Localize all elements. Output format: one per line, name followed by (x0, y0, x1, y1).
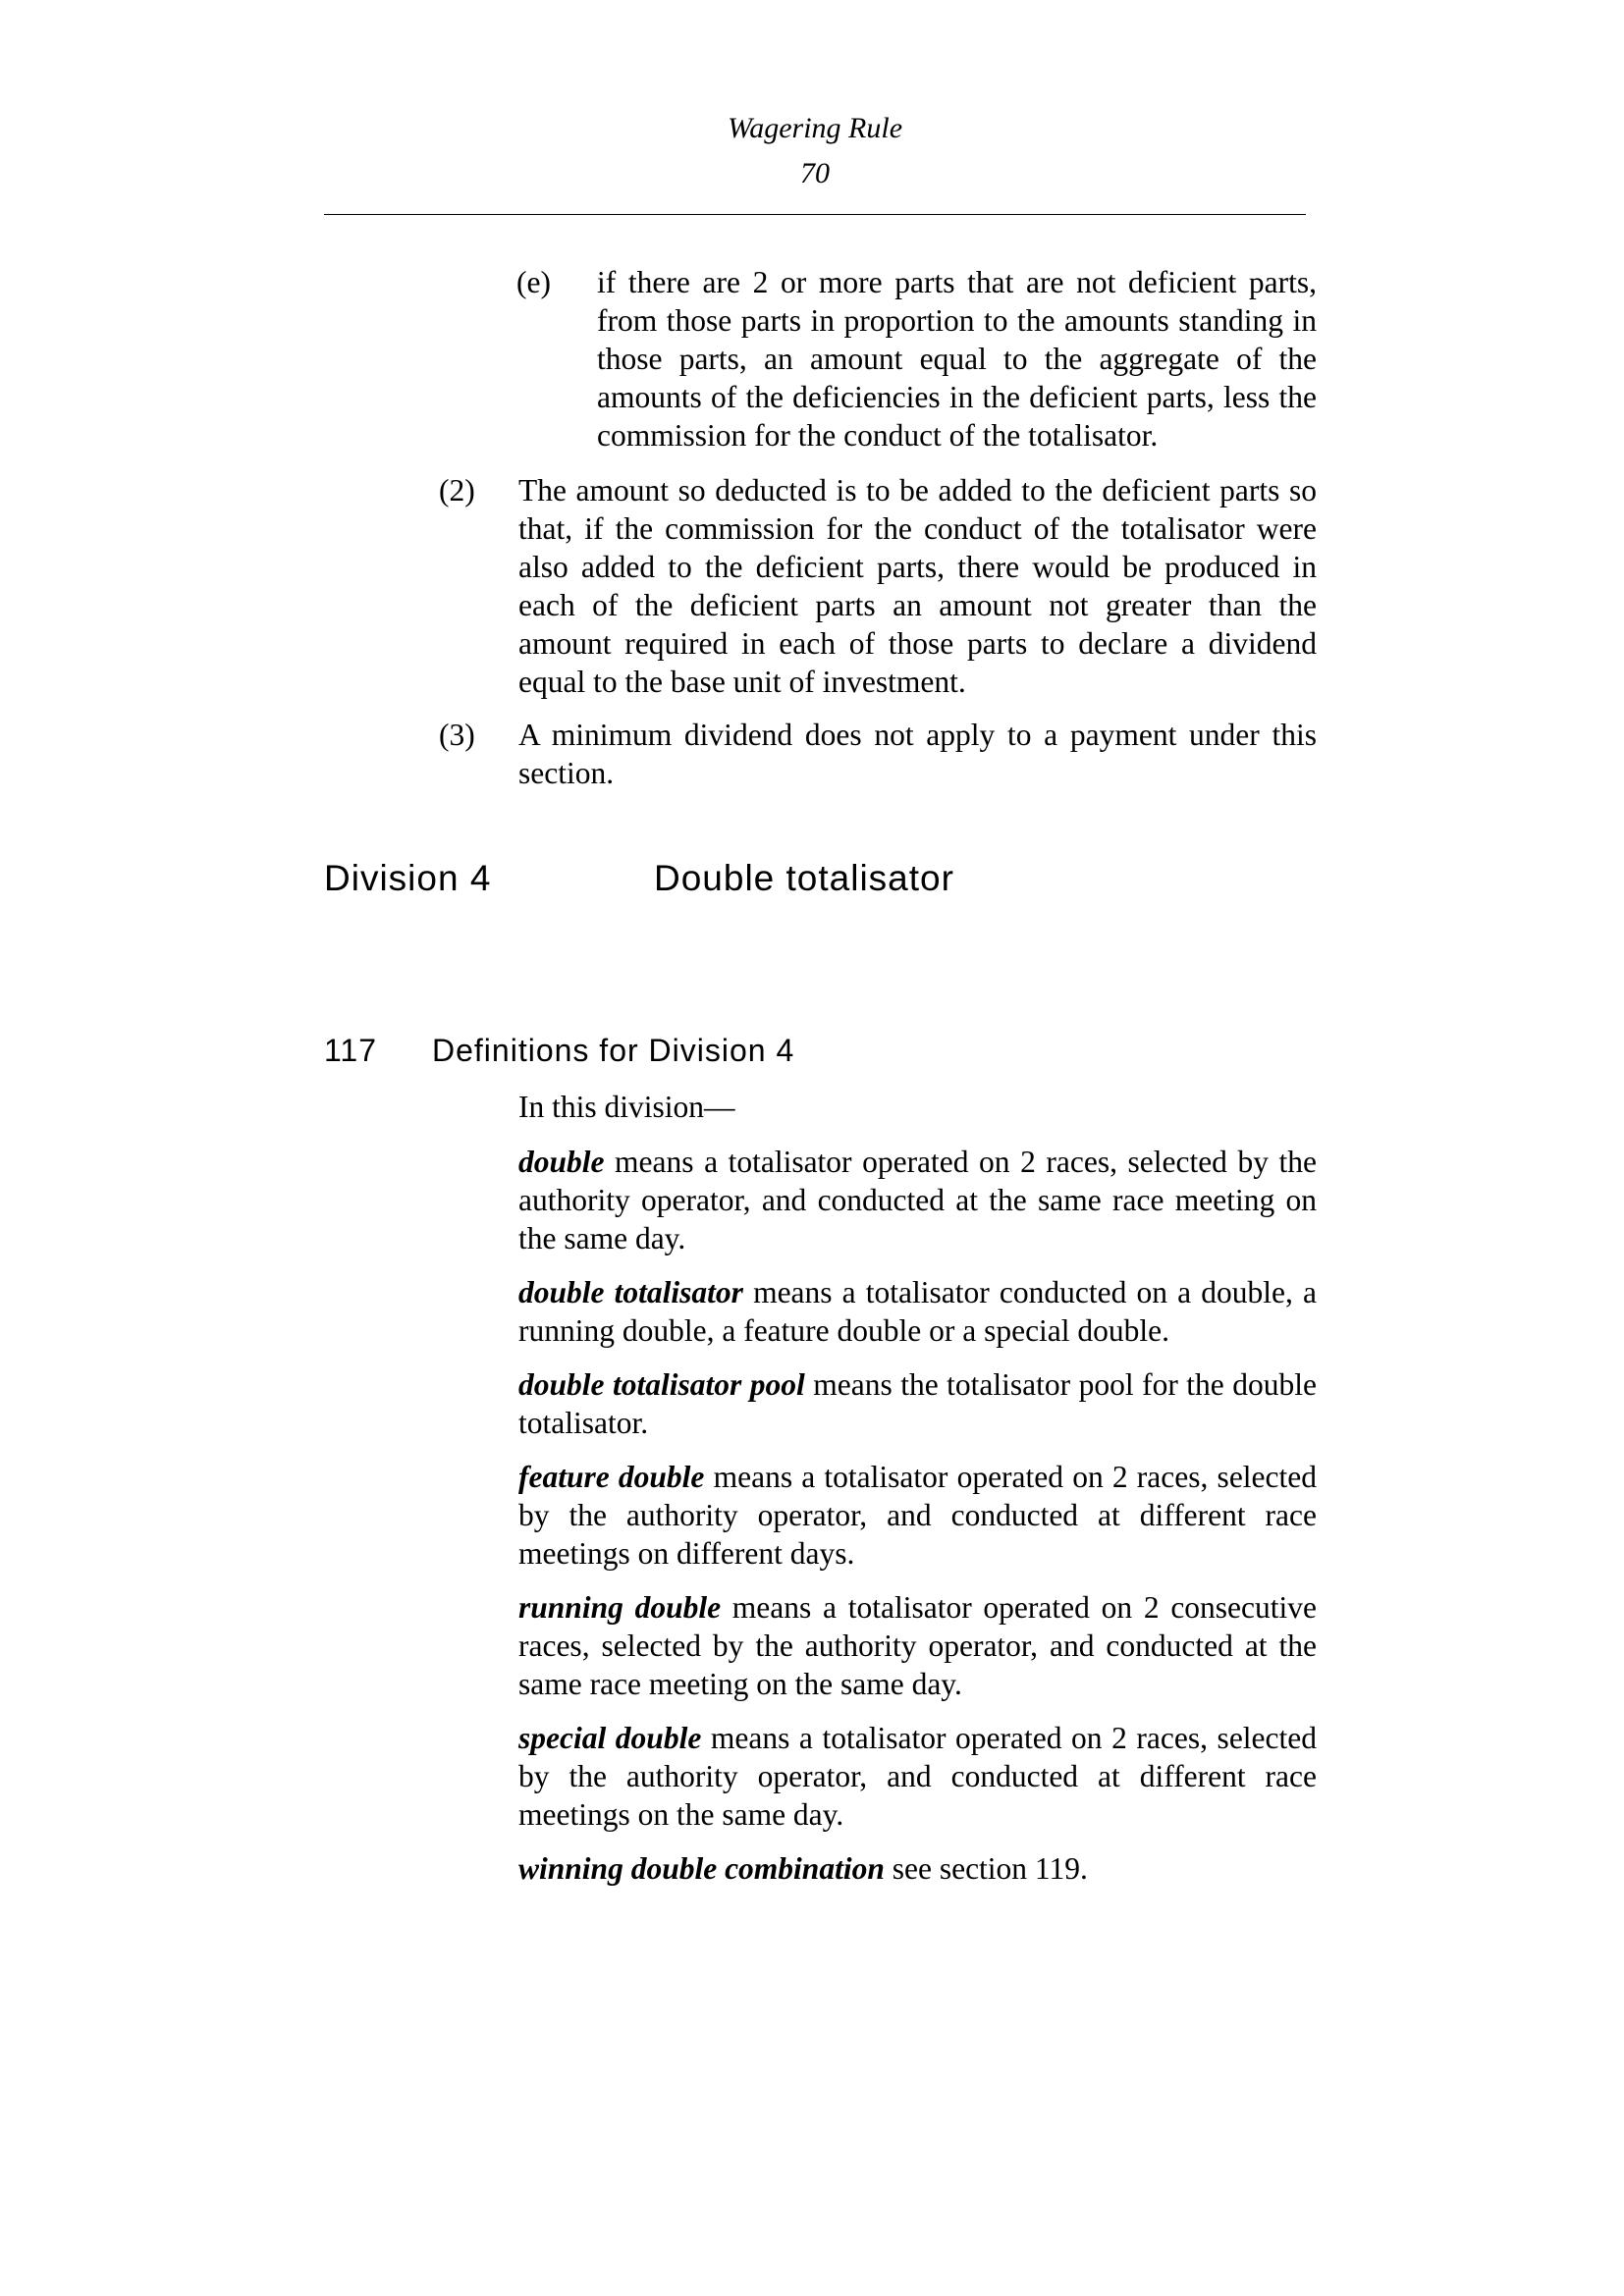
definition-special-double (518, 1719, 1317, 1834)
section-title: Definitions for Division 4 (432, 1033, 795, 1068)
definition-term: winning double combination (518, 1851, 885, 1886)
definition-term: double totalisator (518, 1275, 743, 1309)
subsection-2-label: (2) (439, 473, 475, 507)
definition-term: double (518, 1145, 605, 1179)
definition-text: means a totalisator conducted on a double, a running double, a feature double or a special double. (518, 1275, 1317, 1348)
definition-term: running double (518, 1590, 722, 1625)
section-intro: In this division— (518, 1090, 735, 1124)
page-number: 70 (800, 157, 830, 189)
definition-term: double totalisator pool (518, 1367, 805, 1402)
paragraph-e-text: if there are 2 or more parts that are not deficient parts, from those parts in proportion to the amounts standing in those parts, an amount equal to the aggregate of the amounts of the deficiencies in the deficient parts, less the commission for the conduct of the totalisator. (597, 265, 1317, 453)
subsection-2-text: The amount so deducted is to be added to the deficient parts so that, if the commission for the conduct of the totalisator were also added to the deficient parts, there would be produced in each of the deficient parts an amount not greater than the amount required in each of those parts to declare a dividend equal to the base unit of investment. (518, 473, 1317, 699)
definition-feature-double (518, 1458, 1317, 1573)
running-header-title: Wagering Rule (727, 112, 903, 144)
definition-double (518, 1143, 1317, 1257)
definition-term: feature double (518, 1460, 705, 1494)
definition-text: means a totalisator operated on 2 races, selected by the authority operator, and conducted at the same race meeting on the same day. (518, 1145, 1317, 1255)
definition-term: special double (518, 1721, 702, 1755)
definition-double-totalisator (518, 1273, 1317, 1350)
header-divider (324, 214, 1306, 215)
definition-text: means a totalisator operated on 2 races, selected by the authority operator, and conducted at different race meetings on different days. (518, 1460, 1317, 1571)
definition-text: means the totalisator pool for the double totalisator. (518, 1367, 1318, 1440)
definition-text: means a totalisator operated on 2 consecutive races, selected by the authority operator, and conducted at the same race meeting on the same day. (518, 1590, 1317, 1701)
subsection-3-label: (3) (439, 718, 475, 752)
division-title: Double totalisator (654, 858, 954, 898)
definition-winning-double-combination (518, 1849, 1317, 1888)
subsection-3-text: A minimum dividend does not apply to a payment under this section. (518, 718, 1317, 790)
definition-text: means a totalisator operated on 2 races, selected by the authority operator, and conducted at different race meetings on the same day. (518, 1721, 1317, 1832)
section-number: 117 (324, 1033, 378, 1068)
definition-text: see section 119. (884, 1851, 1088, 1886)
definition-running-double (518, 1588, 1317, 1703)
running-header (324, 106, 1306, 196)
division-label: Division 4 (324, 858, 492, 898)
definition-double-totalisator-pool (518, 1365, 1317, 1442)
paragraph-e-label: (e) (516, 265, 551, 299)
